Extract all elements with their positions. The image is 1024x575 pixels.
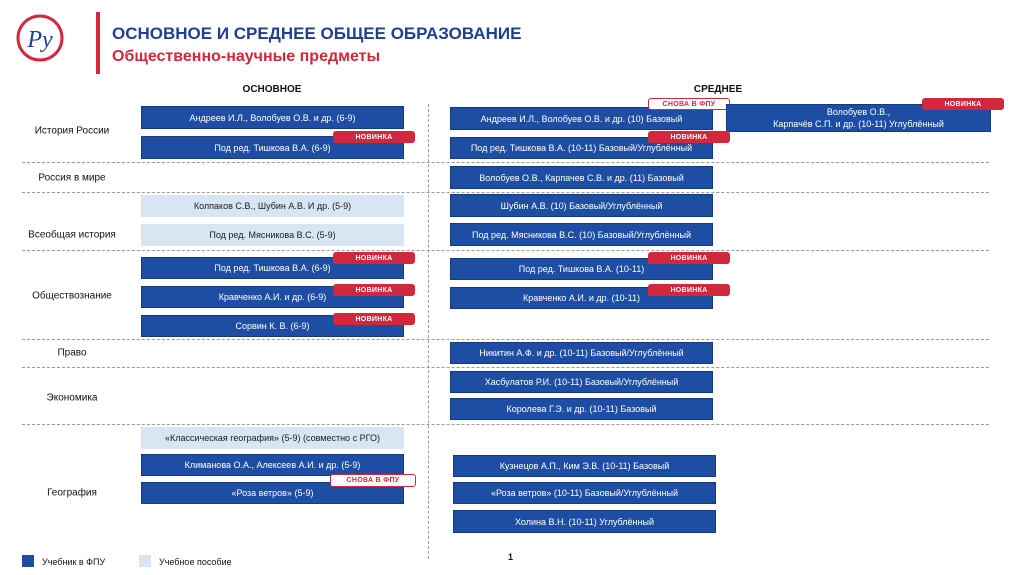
textbook-shubin-secondary[interactable]: Шубин А.В. (10) Базовый/Углублённый <box>450 194 713 217</box>
textbook-myasnikov-basic[interactable]: Под ред. Мясникова В.С. (5-9) <box>141 224 404 246</box>
textbook-koroleva-secondary[interactable]: Королева Г.Э. и др. (10-11) Базовый <box>450 398 713 420</box>
page-number: 1 <box>508 552 514 562</box>
logo-icon <box>14 12 66 64</box>
textbook-nikitin-secondary[interactable]: Никитин А.Ф. и др. (10-11) Базовый/Углублённый <box>450 342 713 364</box>
badge-new: НОВИНКА <box>333 252 415 264</box>
textbook-kravchenko-basic[interactable]: Кравченко А.И. и др. (6-9) <box>141 286 404 308</box>
textbook-line: Волобуев О.В., <box>826 107 891 117</box>
badge-again-in-fpu: СНОВА В ФПУ <box>648 98 730 110</box>
category-economics: Экономика <box>46 392 98 404</box>
badge-new: НОВИНКА <box>648 131 730 143</box>
textbook-roza-vetrov-secondary[interactable]: «Роза ветров» (10-11) Базовый/Углублённый <box>453 482 716 504</box>
badge-again-in-fpu: СНОВА В ФПУ <box>330 474 416 487</box>
textbook-khasbulatov-secondary[interactable]: Хасбулатов Р.И. (10-11) Базовый/Углублённый <box>450 371 713 393</box>
column-header-basic: ОСНОВНОЕ <box>242 84 302 95</box>
textbook-kuznetsov-secondary[interactable]: Кузнецов А.П., Ким Э.В. (10-11) Базовый <box>453 455 716 477</box>
textbook-line: Карпачёв С.П. и др. (10-11) Углублённый <box>773 119 944 129</box>
textbook-andreev-basic[interactable]: Андреев И.Л., Волобуев О.В. и др. (6-9) <box>141 106 404 129</box>
row-divider <box>22 192 989 193</box>
legend-label-fpu: Учебник в ФПУ <box>42 557 106 567</box>
textbook-sorvin-basic[interactable]: Сорвин К. В. (6-9) <box>141 315 404 337</box>
row-divider <box>22 162 989 163</box>
textbook-kholina-secondary[interactable]: Холина В.Н. (10-11) Углублённый <box>453 510 716 533</box>
category-social-studies: Обществознание <box>32 290 112 302</box>
category-history-russia: История России <box>34 125 110 137</box>
legend-swatch-aid <box>139 555 151 567</box>
textbook-tishkov-history-basic[interactable]: Под ред. Тишкова В.А. (6-9) <box>141 136 404 159</box>
logo-text: Ру <box>27 27 53 53</box>
badge-new: НОВИНКА <box>333 131 415 143</box>
page-title: ОСНОВНОЕ И СРЕДНЕЕ ОБЩЕЕ ОБРАЗОВАНИЕ <box>112 24 522 43</box>
textbook-roza-vetrov-basic[interactable]: «Роза ветров» (5-9) <box>141 482 404 504</box>
legend-swatch-fpu <box>22 555 34 567</box>
column-header-secondary: СРЕДНЕЕ <box>693 84 743 95</box>
row-divider <box>22 339 989 340</box>
badge-new: НОВИНКА <box>333 313 415 325</box>
category-world-history: Всеобщая история <box>28 229 116 241</box>
badge-new: НОВИНКА <box>333 284 415 296</box>
textbook-classic-geography-basic[interactable]: «Классическая география» (5-9) (совместно с РГО) <box>141 427 404 449</box>
textbook-volobuev-karpachev-secondary[interactable]: Волобуев О.В., Карпачев С.В. и др. (11) Базовый <box>450 166 713 189</box>
textbook-myasnikov-secondary[interactable]: Под ред. Мясникова В.С. (10) Базовый/Углублённый <box>450 223 713 246</box>
textbook-klimanova-basic[interactable]: Климанова О.А., Алексеев А.И. и др. (5-9) <box>141 454 404 476</box>
page-subtitle: Общественно-научные предметы <box>112 48 381 65</box>
category-geography: География <box>47 487 97 499</box>
category-russia-world: Россия в мире <box>38 172 106 184</box>
badge-new: НОВИНКА <box>922 98 1004 110</box>
row-divider <box>22 250 989 251</box>
row-divider <box>22 367 989 368</box>
textbook-tishkov-social-basic[interactable]: Под ред. Тишкова В.А. (6-9) <box>141 257 404 279</box>
legend-label-aid: Учебное пособие <box>159 557 232 567</box>
row-divider <box>22 424 989 425</box>
textbook-tishkov-history-secondary[interactable]: Под ред. Тишкова В.А. (10-11) Базовый/Углублённый <box>450 137 713 159</box>
category-law: Право <box>57 347 87 359</box>
textbook-tishkov-social-secondary[interactable]: Под ред. Тишкова В.А. (10-11) <box>450 258 713 280</box>
badge-new: НОВИНКА <box>648 284 730 296</box>
title-accent-bar <box>96 12 100 74</box>
textbook-kolpakov-basic[interactable]: Колпаков С.В., Шубин А.В. И др. (5-9) <box>141 195 404 217</box>
textbook-andreev-secondary[interactable]: Андреев И.Л., Волобуев О.В. и др. (10) Базовый <box>450 107 713 130</box>
column-divider <box>428 104 429 559</box>
textbook-kravchenko-secondary[interactable]: Кравченко А.И. и др. (10-11) <box>450 287 713 309</box>
badge-new: НОВИНКА <box>648 252 730 264</box>
